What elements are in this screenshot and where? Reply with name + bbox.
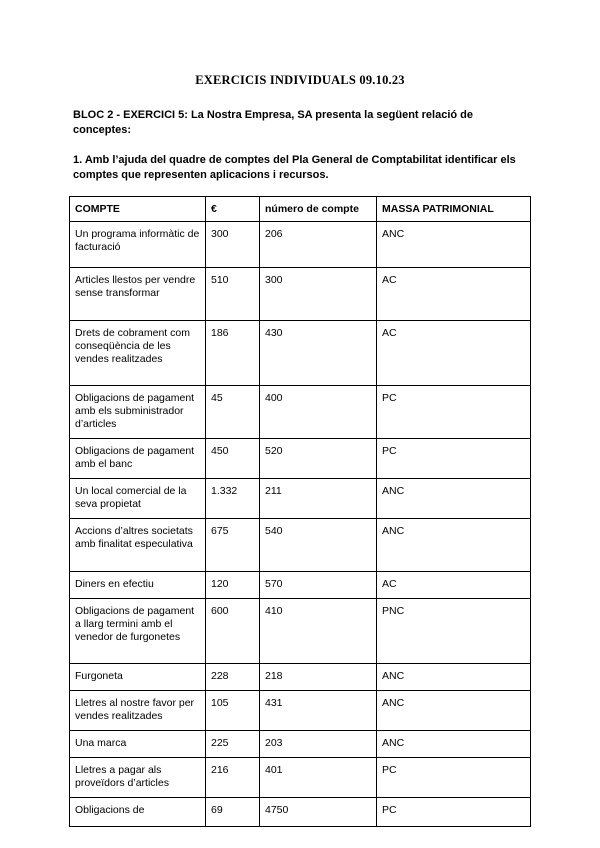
cell-massa: PC	[377, 386, 531, 439]
table-row	[70, 386, 531, 439]
cell-amount: 510	[206, 268, 260, 321]
cell-account-number: 211	[260, 479, 377, 519]
cell-amount: 228	[206, 664, 260, 691]
cell-compte: Articles llestos per vendre sense transformar	[70, 268, 206, 321]
cell-compte: Obligacions de pagament a llarg termini amb el venedor de furgonetes	[70, 599, 206, 664]
cell-massa: ANC	[377, 479, 531, 519]
table-row	[70, 268, 531, 321]
header-massa-patrimonial: MASSA PATRIMONIAL	[377, 197, 531, 222]
cell-massa: ANC	[377, 519, 531, 572]
cell-compte: Accions d’altres societats amb finalitat especulativa	[70, 519, 206, 572]
cell-account-number: 400	[260, 386, 377, 439]
cell-account-number: 430	[260, 321, 377, 386]
table-header-row	[70, 197, 531, 222]
cell-account-number: 300	[260, 268, 377, 321]
cell-massa: ANC	[377, 731, 531, 758]
header-compte: COMPTE	[70, 197, 206, 222]
cell-account-number: 4750	[260, 798, 377, 827]
cell-account-number: 206	[260, 222, 377, 268]
cell-massa: AC	[377, 572, 531, 599]
header-account-number: número de compte	[260, 197, 377, 222]
cell-compte: Obligacions de pagament amb el banc	[70, 439, 206, 479]
cell-account-number: 203	[260, 731, 377, 758]
table-row	[70, 572, 531, 599]
table-row	[70, 519, 531, 572]
cell-amount: 225	[206, 731, 260, 758]
cell-amount: 120	[206, 572, 260, 599]
exercise-question: 1. Amb l’ajuda del quadre de comptes del Pla General de Comptabilitat identificar els comptes que representen aplicacions i recursos.	[73, 154, 516, 181]
cell-compte: Un local comercial de la seva propietat	[70, 479, 206, 519]
table-row	[70, 664, 531, 691]
cell-massa: ANC	[377, 691, 531, 731]
cell-massa: PC	[377, 798, 531, 827]
page-title: EXERCICIS INDIVIDUALS 09.10.23	[195, 73, 405, 87]
cell-amount: 1.332	[206, 479, 260, 519]
cell-massa: PC	[377, 439, 531, 479]
cell-account-number: 410	[260, 599, 377, 664]
cell-amount: 450	[206, 439, 260, 479]
table-row	[70, 479, 531, 519]
cell-massa: ANC	[377, 222, 531, 268]
table-row	[70, 599, 531, 664]
cell-amount: 69	[206, 798, 260, 827]
cell-compte: Lletres al nostre favor per vendes realitzades	[70, 691, 206, 731]
table-row	[70, 439, 531, 479]
cell-massa: AC	[377, 268, 531, 321]
cell-compte: Un programa informàtic de facturació	[70, 222, 206, 268]
cell-amount: 45	[206, 386, 260, 439]
cell-account-number: 218	[260, 664, 377, 691]
table-row	[70, 691, 531, 731]
cell-compte: Obligacions de	[70, 798, 206, 827]
table-row	[70, 731, 531, 758]
cell-massa: PC	[377, 758, 531, 798]
table-row	[70, 758, 531, 798]
cell-amount: 105	[206, 691, 260, 731]
accounts-table	[69, 196, 531, 827]
cell-account-number: 520	[260, 439, 377, 479]
cell-compte: Obligacions de pagament amb els subministrador d’articles	[70, 386, 206, 439]
exercise-intro: BLOC 2 - EXERCICI 5: La Nostra Empresa, SA presenta la següent relació de conceptes:	[73, 109, 473, 136]
cell-compte: Lletres a pagar als proveïdors d’articles	[70, 758, 206, 798]
cell-account-number: 431	[260, 691, 377, 731]
cell-amount: 186	[206, 321, 260, 386]
cell-massa: ANC	[377, 664, 531, 691]
cell-amount: 600	[206, 599, 260, 664]
cell-massa: PNC	[377, 599, 531, 664]
cell-account-number: 401	[260, 758, 377, 798]
table-row	[70, 321, 531, 386]
cell-compte: Drets de cobrament com conseqüència de les vendes realitzades	[70, 321, 206, 386]
table-row	[70, 798, 531, 827]
cell-amount: 300	[206, 222, 260, 268]
cell-compte: Furgoneta	[70, 664, 206, 691]
table-row	[70, 222, 531, 268]
cell-account-number: 540	[260, 519, 377, 572]
header-amount: €	[206, 197, 260, 222]
cell-amount: 675	[206, 519, 260, 572]
cell-compte: Una marca	[70, 731, 206, 758]
cell-account-number: 570	[260, 572, 377, 599]
cell-amount: 216	[206, 758, 260, 798]
cell-compte: Diners en efectiu	[70, 572, 206, 599]
cell-massa: AC	[377, 321, 531, 386]
